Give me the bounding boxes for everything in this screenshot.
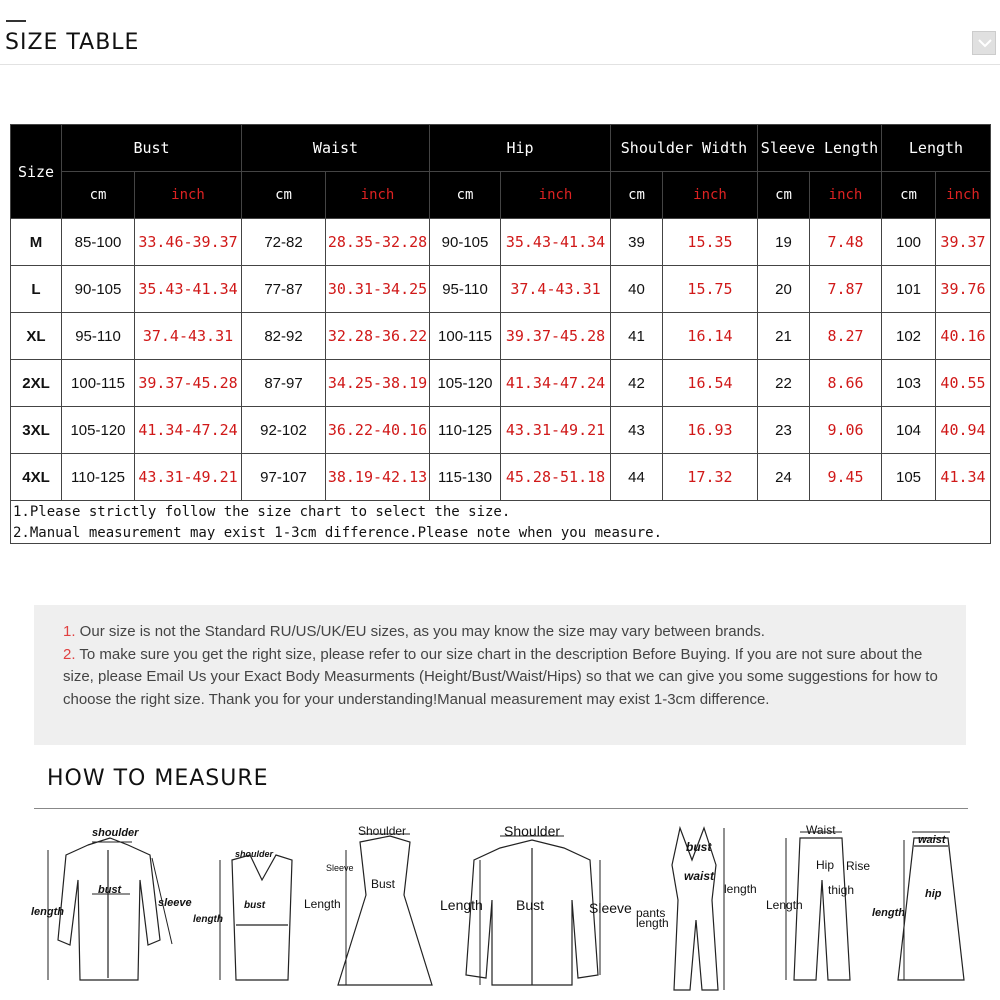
inch-cell: 7.87 bbox=[810, 266, 882, 313]
inch-cell: 40.55 bbox=[936, 360, 991, 407]
inch-cell: 41.34-47.24 bbox=[135, 407, 242, 454]
cm-cell: 77-87 bbox=[242, 266, 326, 313]
size-notice-box bbox=[34, 605, 966, 745]
cm-cell: 105-120 bbox=[62, 407, 135, 454]
cm-cell: 105 bbox=[882, 454, 936, 501]
label-bust: bust bbox=[98, 884, 122, 896]
label-rise: Rise bbox=[846, 859, 871, 873]
inch-cell: 33.46-39.37 bbox=[135, 219, 242, 266]
unit-cm: cm bbox=[882, 172, 936, 219]
group-header-hip: Hip bbox=[430, 125, 611, 172]
cm-cell: 24 bbox=[758, 454, 810, 501]
cm-cell: 92-102 bbox=[242, 407, 326, 454]
inch-cell: 30.31-34.25 bbox=[326, 266, 430, 313]
group-header-length: Length bbox=[882, 125, 991, 172]
inch-cell: 37.4-43.31 bbox=[501, 266, 611, 313]
unit-cm: cm bbox=[611, 172, 663, 219]
collapse-button[interactable] bbox=[972, 31, 996, 55]
cm-cell: 39 bbox=[611, 219, 663, 266]
table-row bbox=[11, 219, 991, 266]
inch-cell: 36.22-40.16 bbox=[326, 407, 430, 454]
label-bust: Bust bbox=[516, 897, 545, 913]
table-unit-row bbox=[11, 172, 991, 219]
inch-cell: 16.54 bbox=[663, 360, 758, 407]
blouse-figure-icon bbox=[48, 838, 172, 980]
inch-cell: 8.66 bbox=[810, 360, 882, 407]
label-shoulder: Shoulder bbox=[504, 823, 561, 839]
how-to-measure-title: HOW TO MEASURE bbox=[47, 766, 269, 791]
measurement-illustrations bbox=[0, 820, 1000, 1000]
label-length: Length bbox=[766, 898, 803, 912]
cm-cell: 101 bbox=[882, 266, 936, 313]
inch-cell: 9.45 bbox=[810, 454, 882, 501]
inch-cell: 16.93 bbox=[663, 407, 758, 454]
cm-cell: 95-110 bbox=[62, 313, 135, 360]
cm-cell: 20 bbox=[758, 266, 810, 313]
inch-cell: 41.34-47.24 bbox=[501, 360, 611, 407]
label-hip: Hip bbox=[816, 858, 835, 872]
inch-cell: 9.06 bbox=[810, 407, 882, 454]
table-note: 1.Please strictly follow the size chart to select the size. bbox=[11, 501, 991, 523]
cm-cell: 90-105 bbox=[62, 266, 135, 313]
inch-cell: 15.75 bbox=[663, 266, 758, 313]
table-row bbox=[11, 313, 991, 360]
inch-cell: 43.31-49.21 bbox=[135, 454, 242, 501]
group-header-bust: Bust bbox=[62, 125, 242, 172]
inch-cell: 39.37-45.28 bbox=[135, 360, 242, 407]
label-pants-length: length bbox=[636, 916, 669, 930]
label-waist: waist bbox=[918, 834, 946, 846]
inch-cell: 8.27 bbox=[810, 313, 882, 360]
table-row bbox=[11, 407, 991, 454]
inch-cell: 35.43-41.34 bbox=[501, 219, 611, 266]
inch-cell: 39.37 bbox=[936, 219, 991, 266]
cm-cell: 21 bbox=[758, 313, 810, 360]
label-pants: pants bbox=[636, 906, 666, 920]
size-table bbox=[10, 124, 991, 544]
notice-item bbox=[63, 644, 948, 712]
cm-cell: 44 bbox=[611, 454, 663, 501]
cm-cell: 104 bbox=[882, 407, 936, 454]
label-length: length bbox=[724, 882, 757, 896]
cm-cell: 103 bbox=[882, 360, 936, 407]
label-length: length bbox=[193, 914, 223, 925]
size-cell: 4XL bbox=[11, 454, 62, 501]
table-note-row bbox=[11, 501, 991, 523]
inch-cell: 43.31-49.21 bbox=[501, 407, 611, 454]
size-cell: L bbox=[11, 266, 62, 313]
cm-cell: 22 bbox=[758, 360, 810, 407]
label-waist: waist bbox=[684, 869, 715, 883]
cm-cell: 43 bbox=[611, 407, 663, 454]
label-bust: bust bbox=[686, 840, 712, 854]
label-shoulder: Shoulder bbox=[358, 824, 407, 838]
inch-cell: 37.4-43.31 bbox=[135, 313, 242, 360]
size-cell: 2XL bbox=[11, 360, 62, 407]
table-row bbox=[11, 266, 991, 313]
unit-inch: inch bbox=[135, 172, 242, 219]
inch-cell: 40.16 bbox=[936, 313, 991, 360]
cm-cell: 82-92 bbox=[242, 313, 326, 360]
cm-cell: 100-115 bbox=[62, 360, 135, 407]
inch-cell: 35.43-41.34 bbox=[135, 266, 242, 313]
label-waist: Waist bbox=[806, 823, 836, 837]
cm-cell: 100-115 bbox=[430, 313, 501, 360]
notice-text: Our size is not the Standard RU/US/UK/EU sizes, as you may know the size may vary between brands. bbox=[75, 623, 765, 640]
group-header-sleeve-length: Sleeve Length bbox=[758, 125, 882, 172]
cm-cell: 102 bbox=[882, 313, 936, 360]
cm-cell: 19 bbox=[758, 219, 810, 266]
group-header-shoulder-width: Shoulder Width bbox=[611, 125, 758, 172]
size-header: Size bbox=[11, 125, 62, 219]
header-accent-line bbox=[6, 20, 26, 22]
group-header-waist: Waist bbox=[242, 125, 430, 172]
cm-cell: 23 bbox=[758, 407, 810, 454]
label-length: length bbox=[31, 906, 64, 918]
inch-cell: 38.19-42.13 bbox=[326, 454, 430, 501]
notice-item bbox=[63, 621, 948, 644]
unit-inch: inch bbox=[810, 172, 882, 219]
table-row bbox=[11, 360, 991, 407]
cm-cell: 95-110 bbox=[430, 266, 501, 313]
cm-cell: 72-82 bbox=[242, 219, 326, 266]
table-note-row bbox=[11, 522, 991, 544]
label-shoulder: shoulder bbox=[92, 827, 139, 839]
unit-inch: inch bbox=[326, 172, 430, 219]
inch-cell: 41.34 bbox=[936, 454, 991, 501]
unit-cm: cm bbox=[242, 172, 326, 219]
cm-cell: 41 bbox=[611, 313, 663, 360]
cm-cell: 42 bbox=[611, 360, 663, 407]
label-sleeve: Sleeve bbox=[589, 900, 632, 916]
unit-cm: cm bbox=[758, 172, 810, 219]
label-shoulder: shoulder bbox=[235, 849, 274, 859]
inch-cell: 32.28-36.22 bbox=[326, 313, 430, 360]
dress-figure-icon bbox=[338, 834, 432, 985]
cm-cell: 110-125 bbox=[430, 407, 501, 454]
label-bust: Bust bbox=[371, 877, 396, 891]
unit-inch: inch bbox=[663, 172, 758, 219]
size-cell: 3XL bbox=[11, 407, 62, 454]
table-row bbox=[11, 454, 991, 501]
label-sleeve: Sleeve bbox=[326, 863, 354, 873]
tank-top-figure-icon bbox=[220, 855, 292, 980]
unit-cm: cm bbox=[430, 172, 501, 219]
notice-number: 2. bbox=[63, 645, 76, 663]
label-length: Length bbox=[440, 897, 483, 913]
chevron-down-icon bbox=[977, 38, 993, 48]
label-thigh: thigh bbox=[828, 883, 855, 897]
inch-cell: 34.25-38.19 bbox=[326, 360, 430, 407]
label-length: Length bbox=[304, 897, 341, 911]
cm-cell: 110-125 bbox=[62, 454, 135, 501]
inch-cell: 45.28-51.18 bbox=[501, 454, 611, 501]
inch-cell: 15.35 bbox=[663, 219, 758, 266]
inch-cell: 39.76 bbox=[936, 266, 991, 313]
cm-cell: 85-100 bbox=[62, 219, 135, 266]
size-cell: M bbox=[11, 219, 62, 266]
label-hip: hip bbox=[925, 888, 942, 900]
table-note: 2.Manual measurement may exist 1-3cm difference.Please note when you measure. bbox=[11, 522, 991, 544]
header-divider bbox=[0, 64, 1000, 65]
skirt-figure-icon bbox=[898, 832, 964, 980]
cm-cell: 100 bbox=[882, 219, 936, 266]
inch-cell: 39.37-45.28 bbox=[501, 313, 611, 360]
cm-cell: 105-120 bbox=[430, 360, 501, 407]
unit-inch: inch bbox=[936, 172, 991, 219]
unit-inch: inch bbox=[501, 172, 611, 219]
inch-cell: 17.32 bbox=[663, 454, 758, 501]
page-title: SIZE TABLE bbox=[5, 30, 140, 55]
inch-cell: 16.14 bbox=[663, 313, 758, 360]
inch-cell: 40.94 bbox=[936, 407, 991, 454]
how-to-measure-divider bbox=[34, 808, 968, 809]
cm-cell: 115-130 bbox=[430, 454, 501, 501]
cm-cell: 97-107 bbox=[242, 454, 326, 501]
table-header-row bbox=[11, 125, 991, 172]
label-length: length bbox=[872, 907, 905, 919]
inch-cell: 7.48 bbox=[810, 219, 882, 266]
inch-cell: 28.35-32.28 bbox=[326, 219, 430, 266]
unit-cm: cm bbox=[62, 172, 135, 219]
notice-number: 1. bbox=[63, 623, 76, 640]
cm-cell: 87-97 bbox=[242, 360, 326, 407]
notice-text: To make sure you get the right size, please refer to our size chart in the description Before Buying. If you are not sure about the size, please Email Us your Exact Body Measurments (Height/Bust/Waist/Hips) so that we can give you some suggestions for how to choose the right size. Thank you for your understanding!Manual measurement may exist 1-3cm difference. bbox=[63, 645, 938, 708]
label-bust: bust bbox=[244, 900, 266, 911]
garment-sketches bbox=[0, 820, 1000, 1000]
label-sleeve: sleeve bbox=[158, 897, 192, 909]
size-cell: XL bbox=[11, 313, 62, 360]
cm-cell: 90-105 bbox=[430, 219, 501, 266]
cm-cell: 40 bbox=[611, 266, 663, 313]
